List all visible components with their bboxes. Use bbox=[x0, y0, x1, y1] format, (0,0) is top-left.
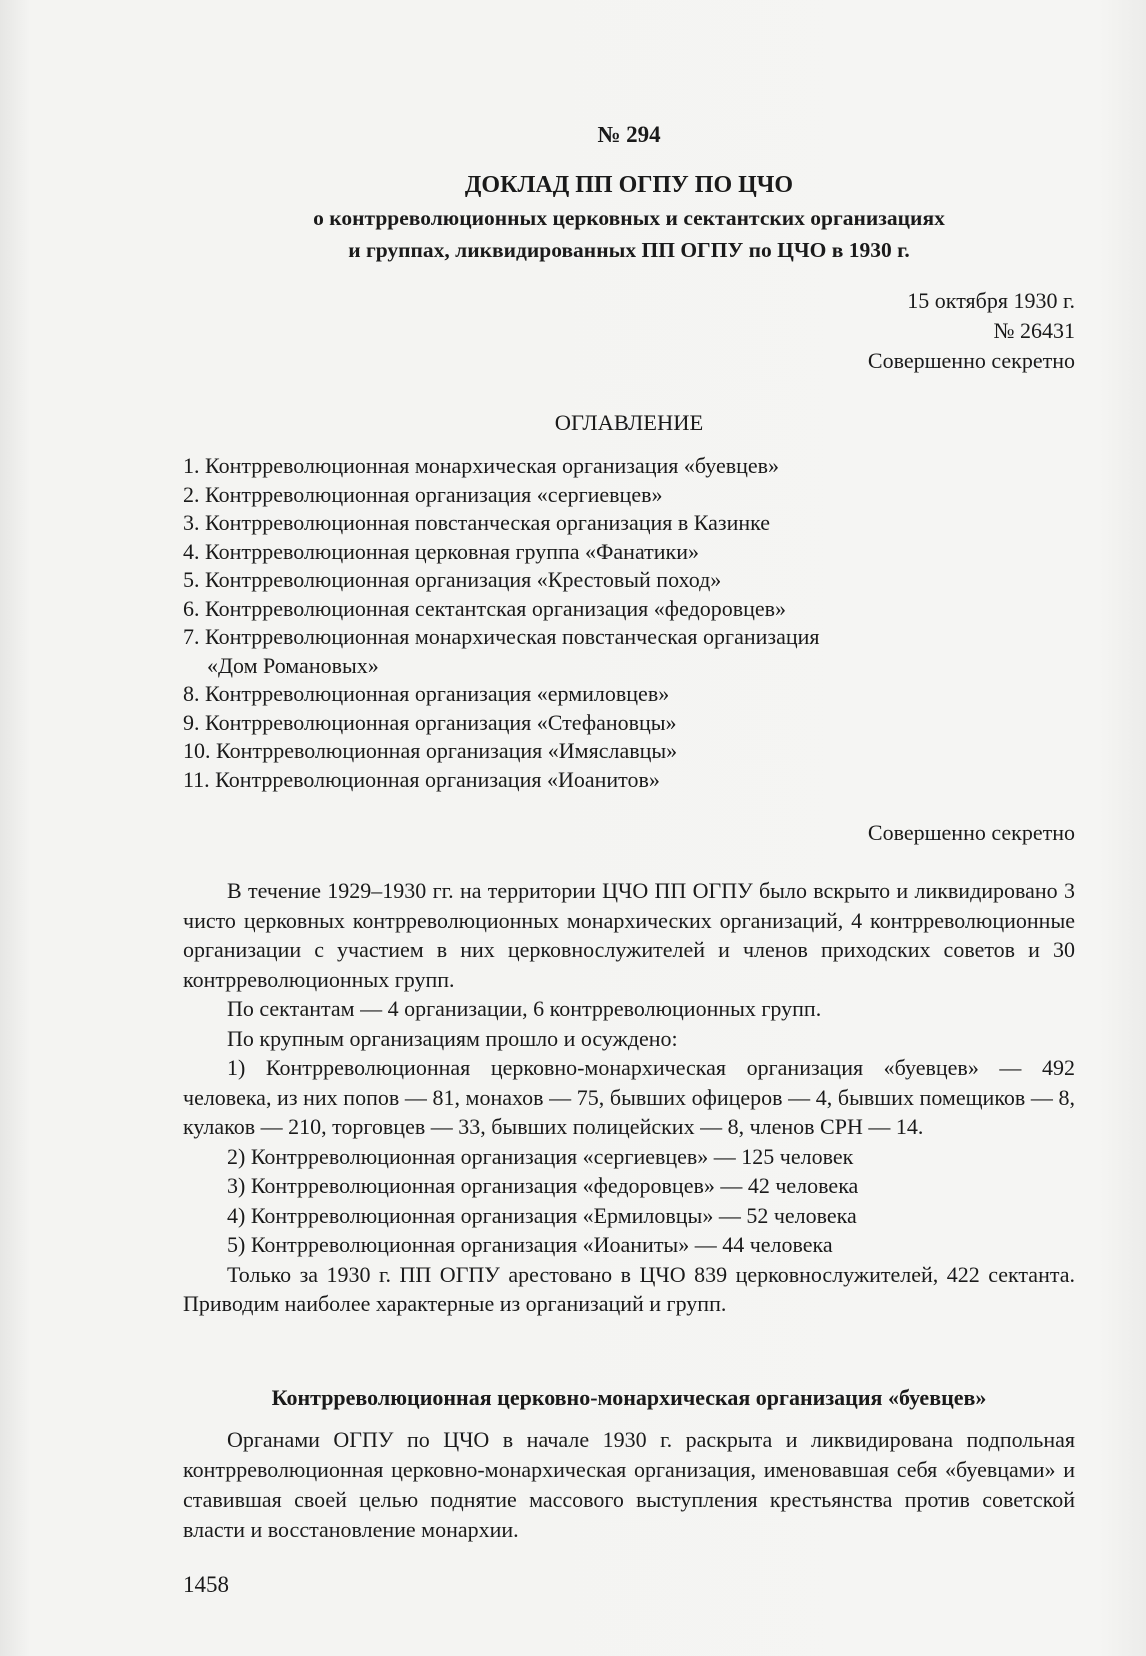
paragraph: 1) Контрреволюционная церковно-монархическая организация «буевцев» — 492 человека, из них попов — 81, монахов — 75, бывших офицеров — 4, бывших помещиков — 8, кулаков — 210, торговцев — 33, бывших полицейских — 8, членов СРН — 14. bbox=[183, 1055, 1075, 1139]
document-number: № 294 bbox=[597, 122, 661, 147]
subtitle-line-1: о контрреволюционных церковных и сектантских организациях bbox=[313, 206, 945, 230]
toc-item: 2. Контрреволюционная организация «сергиевцев» bbox=[183, 481, 663, 507]
document-title: ДОКЛАД ПП ОГПУ ПО ЦЧО bbox=[464, 172, 794, 198]
document-meta bbox=[183, 286, 1075, 376]
classification-stamp: Совершенно секретно bbox=[867, 348, 1075, 373]
registration-number: № 26431 bbox=[993, 318, 1075, 343]
toc-item: 6. Контрреволюционная сектантская организация «федоровцев» bbox=[183, 595, 787, 621]
toc-item: 9. Контрреволюционная организация «Стефановцы» bbox=[183, 709, 677, 735]
toc-item: 1. Контрреволюционная монархическая организация «буевцев» bbox=[183, 453, 780, 478]
paragraph: Только за 1930 г. ПП ОГПУ арестовано в ЦЧО 839 церковнослужителей, 422 сектанта. Приводим наиболее характерные из организаций и групп. bbox=[183, 1261, 1075, 1316]
toc-item: 10. Контрреволюционная организация «Имяславцы» bbox=[183, 738, 678, 763]
toc-item: 4. Контрреволюционная церковная группа «Фанатики» bbox=[183, 538, 700, 564]
paragraph: 5) Контрреволюционная организация «Иоаниты» — 44 человека bbox=[227, 1232, 833, 1257]
paragraph: В течение 1929–1930 гг. на территории ЦЧО ПП ОГПУ было вскрыто и ликвидировано 3 чисто церковных контрреволюционных монархических организаций, 4 контрреволюционные организации с участием в них церковнослужителей и членов приходских советов и 30 контрреволюционных групп. bbox=[183, 878, 1075, 992]
toc-item: 8. Контрреволюционная организация «ермиловцев» bbox=[183, 681, 670, 706]
paragraph: По крупным организациям прошло и осуждено: bbox=[227, 1025, 678, 1051]
report-body bbox=[183, 876, 1075, 1319]
toc-item: 5. Контрреволюционная организация «Крестовый поход» bbox=[183, 567, 722, 592]
document-date: 15 октября 1930 г. bbox=[907, 288, 1075, 313]
paragraph: 2) Контрреволюционная организация «сергиевцев» — 125 человек bbox=[227, 1143, 854, 1169]
toc-item: 11. Контрреволюционная организация «Иоанитов» bbox=[183, 766, 660, 792]
document-subtitle bbox=[183, 202, 1075, 266]
classification-stamp-2: Совершенно секретно bbox=[867, 820, 1075, 845]
paragraph: По сектантам — 4 организации, 6 контрреволюционных групп. bbox=[227, 996, 822, 1021]
toc-item-continuation: «Дом Романовых» bbox=[207, 652, 379, 678]
page-number: 1458 bbox=[183, 1572, 229, 1597]
paragraph: 3) Контрреволюционная организация «федоровцев» — 42 человека bbox=[227, 1173, 859, 1198]
toc-item: 7. Контрреволюционная монархическая повстанческая организация bbox=[183, 624, 820, 649]
paragraph: Органами ОГПУ по ЦЧО в начале 1930 г. раскрыта и ликвидирована подпольная контрреволюционная церковно-монархическая организация, именовавшая себя «буевцами» и ставившая своей целью поднятие массового выступления крестьянства против советской власти и восстановление монархии. bbox=[183, 1427, 1075, 1542]
section-body bbox=[183, 1425, 1075, 1545]
subtitle-line-2: и группах, ликвидированных ПП ОГПУ по ЦЧО в 1930 г. bbox=[348, 238, 910, 262]
toc-heading: ОГЛАВЛЕНИЕ bbox=[554, 410, 704, 435]
section-heading: Контрреволюционная церковно-монархическая организация «буевцев» bbox=[271, 1385, 987, 1410]
table-of-contents bbox=[183, 452, 1075, 794]
toc-item: 3. Контрреволюционная повстанческая организация в Казинке bbox=[183, 510, 771, 535]
paragraph: 4) Контрреволюционная организация «Ермиловцы» — 52 человека bbox=[227, 1202, 857, 1228]
